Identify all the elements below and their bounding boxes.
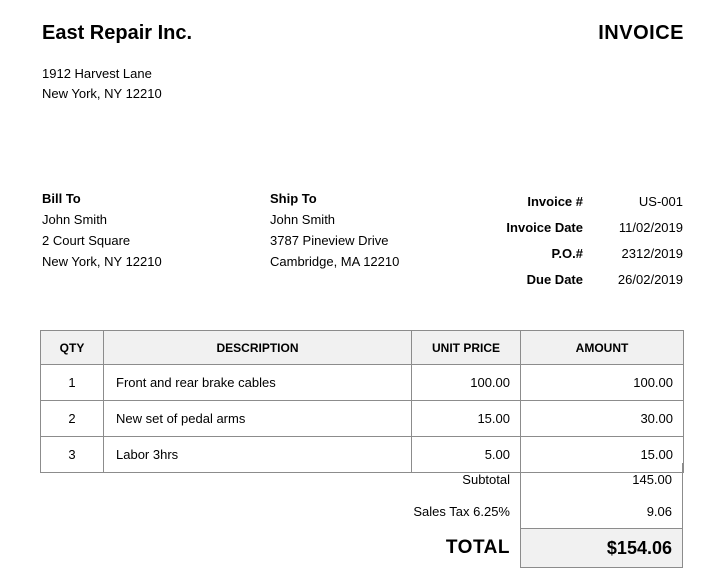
- table-row: [41, 401, 684, 437]
- company-address-line2: New York, NY 12210: [42, 86, 162, 101]
- bill-to-name: John Smith: [42, 212, 108, 227]
- invoice-date-row: [433, 214, 683, 240]
- po-number-row: [433, 240, 683, 266]
- company-name: East Repair Inc.: [42, 22, 193, 44]
- item-qty: 1: [41, 365, 104, 401]
- invoice-date-value: 11/02/2019: [618, 219, 683, 235]
- ship-to-name: John Smith: [270, 212, 336, 227]
- item-amount: 100.00: [521, 365, 684, 401]
- item-unit-price: 100.00: [412, 365, 521, 401]
- subtotal-value: 145.00: [632, 471, 672, 487]
- item-unit-price: 15.00: [412, 401, 521, 437]
- invoice-date-label: Invoice Date: [506, 219, 583, 235]
- grand-total-box: [520, 528, 683, 568]
- grand-total-value: $154.06: [606, 537, 672, 558]
- table-row: [41, 365, 684, 401]
- items-table: [40, 330, 684, 473]
- subtotal-label: Subtotal: [462, 472, 510, 487]
- due-date-row: [433, 266, 683, 292]
- col-header-qty: QTY: [41, 331, 104, 365]
- item-description: New set of pedal arms: [104, 401, 412, 437]
- item-qty: 3: [41, 437, 104, 473]
- bill-to-block: [42, 188, 162, 272]
- bill-to-city: New York, NY 12210: [42, 254, 162, 269]
- item-description: Front and rear brake cables: [104, 365, 412, 401]
- total-label: TOTAL: [445, 537, 510, 558]
- item-amount: 15.00: [521, 437, 684, 473]
- sales-tax-value: 9.06: [646, 504, 672, 520]
- due-date-value: 26/02/2019: [617, 271, 683, 287]
- po-number-value: 2312/2019: [621, 245, 683, 261]
- col-header-amount: AMOUNT: [521, 331, 684, 365]
- invoice-title: INVOICE: [598, 22, 684, 44]
- items-table-header-row: [41, 331, 684, 365]
- po-number-label: P.O.#: [551, 245, 583, 261]
- company-address: [42, 64, 162, 104]
- ship-to-block: [270, 188, 399, 272]
- invoice-meta: [433, 188, 683, 292]
- item-amount: 30.00: [521, 401, 684, 437]
- ship-to-city: Cambridge, MA 12210: [270, 254, 400, 269]
- due-date-label: Due Date: [526, 271, 583, 287]
- bill-to-label: Bill To: [42, 191, 81, 206]
- invoice-number-row: [433, 188, 683, 214]
- invoice-number-label: Invoice #: [527, 193, 583, 209]
- ship-to-street: 3787 Pineview Drive: [270, 233, 389, 248]
- col-header-unit-price: UNIT PRICE: [412, 331, 521, 365]
- ship-to-label: Ship To: [270, 191, 317, 206]
- totals-amount-box: [520, 463, 683, 528]
- bill-to-street: 2 Court Square: [42, 233, 131, 248]
- item-description: Labor 3hrs: [104, 437, 412, 473]
- invoice-number-value: US-001: [638, 193, 683, 209]
- item-unit-price: 5.00: [412, 437, 521, 473]
- company-address-line1: 1912 Harvest Lane: [42, 66, 152, 81]
- item-qty: 2: [41, 401, 104, 437]
- col-header-description: DESCRIPTION: [104, 331, 412, 365]
- sales-tax-label: Sales Tax 6.25%: [413, 504, 510, 519]
